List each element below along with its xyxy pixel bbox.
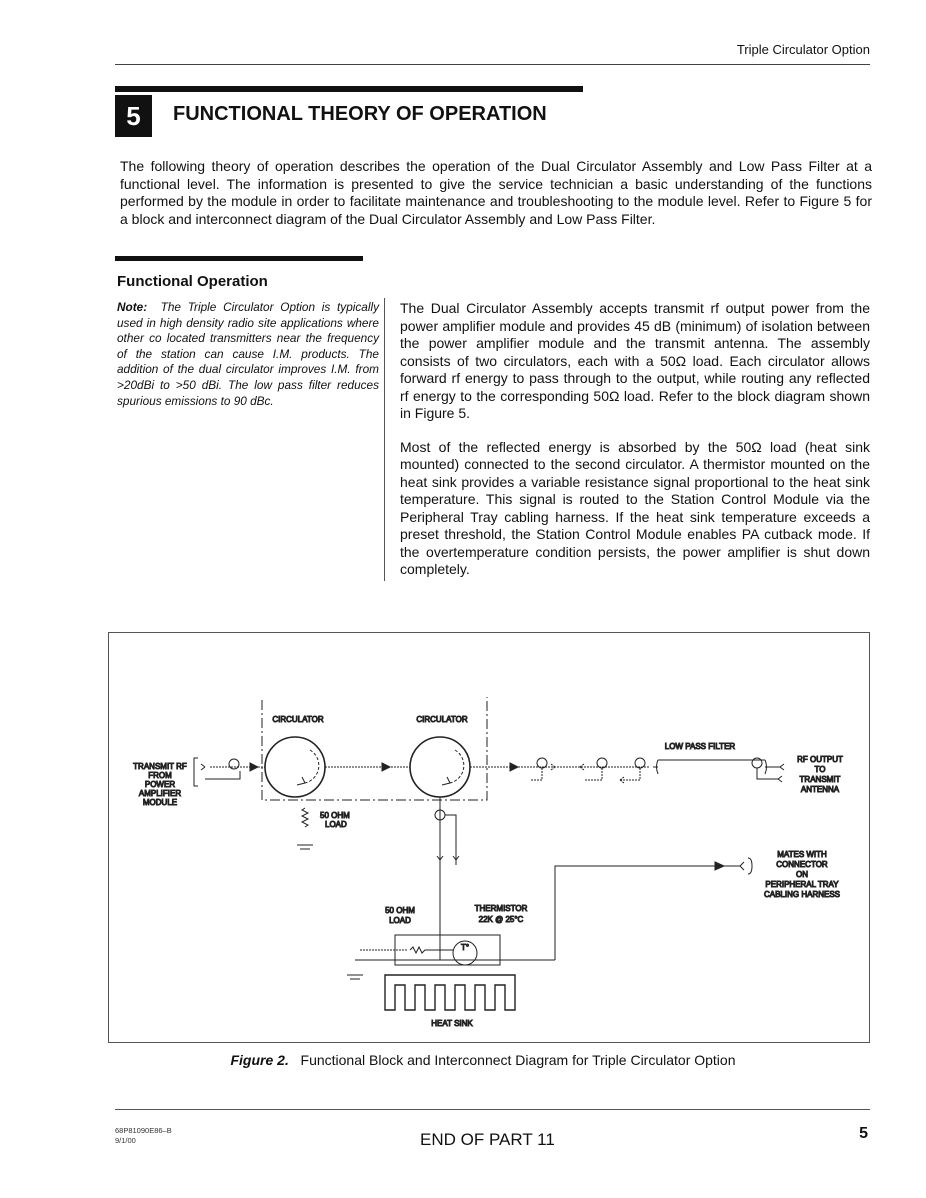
circulator-2-arrow [450, 750, 464, 783]
output-label [797, 755, 843, 794]
side-note [117, 300, 379, 409]
input-label [133, 762, 187, 807]
body-paragraph: Most of the reflected energy is absorbed by the 50Ω load (heat sink mounted) connected to the second circulator. A thermistor mounted on the heat sink provides a variable resistance signal proportional to the heat sink temperature. This signal is routed to the Station Control Module via the Peripheral Tray cabling harness. If the heat sink temperature exceeds a preset threshold, the Station Control Module enables PA cutback mode. If the overtemperature condition persists, the power amplifier is shut down completely. [400, 438, 870, 577]
body-paragraph: The Dual Circulator Assembly accepts transmit rf output power from the power amplifier module and provides 45 dB (minimum) of isolation between the power amplifier module and the transmit antenna. The assembly consists of two circulators, each with a 50Ω load. Each circulator allows forward rf energy to pass through to the output, while routing any reflected rf energy to the corresponding 50Ω load. Refer to the block diagram shown in Figure 5. [400, 300, 870, 421]
intro-paragraph: The following theory of operation describes the operation of the Dual Circulator Assembly and Low Pass Filter at a functional level. The information is presented to give the service technician a basic understanding of the functions performed by the module in order to facilitate maintenance and troubleshooting to the module level. Refer to Figure 5 for a block and interconnect diagram of the Dual Circulator Assembly and Low Pass Filter. [120, 158, 872, 227]
running-header: Triple Circulator Option [736, 42, 870, 57]
footer-doc-info [115, 1126, 172, 1146]
load-1-label: 50 OHM [320, 811, 350, 820]
svg-text:MODULE: MODULE [142, 798, 178, 807]
low-pass-filter [653, 760, 780, 774]
svg-text:FROM: FROM [148, 771, 172, 780]
svg-text:TO: TO [814, 765, 826, 774]
svg-text:ANTENNA: ANTENNA [800, 785, 840, 794]
svg-text:CABLING HARNESS: CABLING HARNESS [763, 890, 841, 899]
svg-text:LOAD: LOAD [389, 916, 411, 925]
svg-text:TRANSMIT: TRANSMIT [799, 775, 841, 784]
footer-center-text: END OF PART 11 [420, 1130, 555, 1149]
svg-text:22K @ 25°C: 22K @ 25°C [478, 915, 524, 924]
svg-text:ON: ON [796, 870, 808, 879]
column-divider [384, 298, 385, 581]
footer-rule [115, 1109, 870, 1110]
load-2-label: 50 OHM [385, 906, 415, 915]
svg-text:LOAD: LOAD [325, 820, 347, 829]
svg-text:PERIPHERAL TRAY: PERIPHERAL TRAY [765, 880, 839, 889]
resistor-load-1 [302, 808, 308, 827]
body-column [400, 300, 870, 595]
svg-text:MATES WITH: MATES WITH [777, 850, 827, 859]
mates-label [764, 850, 840, 899]
page-number: 5 [859, 1125, 868, 1142]
caption-text: Functional Block and Interconnect Diagram for Triple Circulator Option [300, 1052, 736, 1068]
caption-label: Figure 2. [230, 1052, 289, 1068]
svg-text:AMPLIFIER: AMPLIFIER [138, 789, 182, 798]
subsection-title: Functional Operation [117, 273, 268, 290]
circulator-1-arrow [305, 750, 319, 783]
svg-text:RF OUTPUT: RF OUTPUT [797, 755, 843, 764]
section-title: FUNCTIONAL THEORY OF OPERATION [173, 103, 547, 125]
heat-sink-label: HEAT SINK [431, 1019, 473, 1028]
header-rule [115, 64, 870, 65]
ground-2 [347, 975, 363, 979]
lpf-label: LOW PASS FILTER [664, 742, 736, 751]
svg-text:CONNECTOR: CONNECTOR [776, 860, 828, 869]
ground-1 [297, 845, 313, 849]
subsection-rule [115, 256, 363, 261]
resistor-load-2 [410, 947, 453, 953]
note-text: The Triple Circulator Option is typically used in high density radio site applications where other co located transmitters near the frequency of the station can cause I.M. products. The addition of the dual circulator improves I.M. from >20dBi to >50 dBi. The low pass filter reduces spurious emissions to 90 dBc. [117, 300, 379, 408]
thermistor-label: THERMISTOR [474, 904, 528, 913]
figure-caption [0, 1052, 926, 1068]
circulator-2-label: CIRCULATOR [416, 715, 468, 724]
note-label: Note: [117, 300, 148, 314]
thermistor-t-label: T° [460, 943, 470, 952]
circulator-2 [410, 737, 470, 797]
doc-number: 68P81090E86–B [115, 1126, 172, 1135]
doc-date: 9/1/00 [115, 1136, 136, 1145]
assembly-boundary [262, 697, 487, 800]
circulator-1-label: CIRCULATOR [272, 715, 324, 724]
block-diagram [108, 632, 870, 1043]
thermistor-line [555, 866, 740, 960]
section-number: 5 [115, 95, 152, 137]
heat-sink [385, 975, 515, 1010]
svg-text:TRANSMIT RF: TRANSMIT RF [133, 762, 187, 771]
section-bar [115, 86, 583, 92]
circulator-1 [265, 737, 325, 797]
svg-text:POWER: POWER [144, 780, 176, 789]
